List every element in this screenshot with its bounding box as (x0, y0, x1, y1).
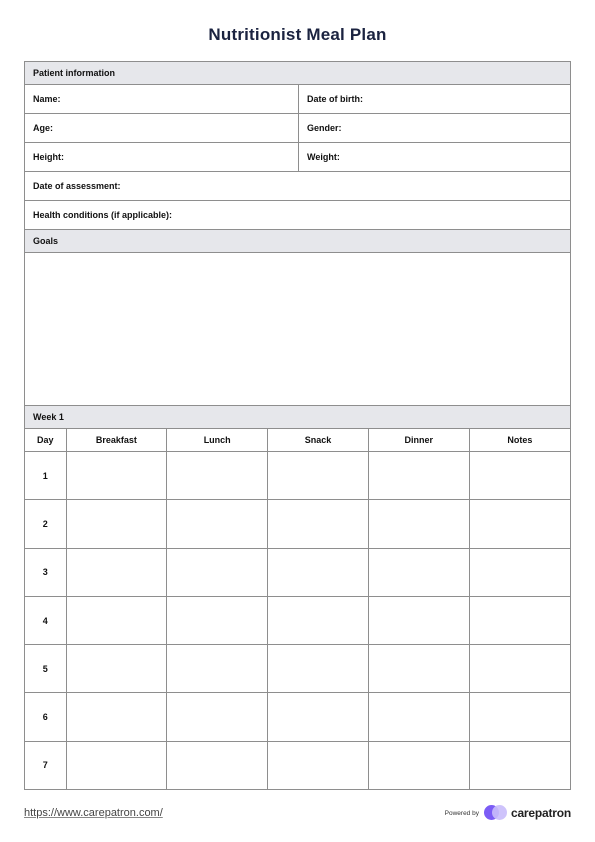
meal-table-wrapper (25, 429, 570, 789)
day-number: 7 (25, 741, 66, 789)
notes-cell[interactable] (469, 693, 570, 741)
goals-header (25, 230, 570, 253)
dinner-cell[interactable] (368, 645, 469, 693)
column-header-day: Day (25, 429, 66, 452)
notes-cell[interactable] (469, 452, 570, 500)
breakfast-cell[interactable] (66, 693, 167, 741)
breakfast-cell[interactable] (66, 741, 167, 789)
day-number: 5 (25, 645, 66, 693)
breakfast-cell[interactable] (66, 500, 167, 548)
day-number: 1 (25, 452, 66, 500)
gender-label: Gender: (307, 123, 342, 133)
footer-url-link[interactable]: https://www.carepatron.com/ (24, 807, 163, 819)
dinner-cell[interactable] (368, 741, 469, 789)
dinner-cell[interactable] (368, 452, 469, 500)
table-row (25, 741, 570, 789)
height-field[interactable] (25, 143, 299, 171)
height-weight-row (25, 143, 570, 172)
snack-cell[interactable] (268, 645, 369, 693)
lunch-cell[interactable] (167, 452, 268, 500)
breakfast-cell[interactable] (66, 645, 167, 693)
dinner-cell[interactable] (368, 548, 469, 596)
health-conditions-field[interactable] (25, 201, 570, 230)
weight-label: Weight: (307, 152, 340, 162)
weight-field[interactable] (299, 143, 570, 171)
dinner-cell[interactable] (368, 693, 469, 741)
age-field[interactable] (25, 114, 299, 142)
column-header-dinner: Dinner (368, 429, 469, 452)
brand-name: carepatron (510, 806, 571, 820)
notes-cell[interactable] (469, 548, 570, 596)
height-label: Height: (33, 152, 64, 162)
snack-cell[interactable] (268, 693, 369, 741)
column-header-snack: Snack (268, 429, 369, 452)
day-number: 4 (25, 596, 66, 644)
age-label: Age: (33, 123, 53, 133)
notes-cell[interactable] (469, 596, 570, 644)
gender-field[interactable] (299, 114, 570, 142)
lunch-cell[interactable] (167, 548, 268, 596)
column-header-lunch: Lunch (167, 429, 268, 452)
patient-info-header (25, 62, 570, 85)
name-field[interactable] (25, 85, 299, 113)
table-row (25, 596, 570, 644)
lunch-cell[interactable] (167, 645, 268, 693)
breakfast-cell[interactable] (66, 548, 167, 596)
assessment-date-field[interactable] (25, 172, 570, 201)
snack-cell[interactable] (268, 596, 369, 644)
dinner-cell[interactable] (368, 596, 469, 644)
meal-plan-form (24, 61, 571, 790)
breakfast-cell[interactable] (66, 596, 167, 644)
snack-cell[interactable] (268, 500, 369, 548)
day-number: 6 (25, 693, 66, 741)
week-header (25, 406, 570, 429)
name-label: Name: (33, 94, 61, 104)
table-row (25, 693, 570, 741)
lunch-cell[interactable] (167, 693, 268, 741)
name-dob-row (25, 85, 570, 114)
goals-text-area[interactable] (25, 253, 570, 406)
health-conditions-label: Health conditions (if applicable): (33, 210, 173, 220)
carepatron-logo-icon (484, 805, 508, 821)
snack-cell[interactable] (268, 741, 369, 789)
lunch-cell[interactable] (167, 500, 268, 548)
assessment-date-label: Date of assessment: (33, 181, 121, 191)
breakfast-cell[interactable] (66, 452, 167, 500)
dinner-cell[interactable] (368, 500, 469, 548)
meal-table-header-row (25, 429, 570, 452)
meal-table (25, 429, 570, 789)
lunch-cell[interactable] (167, 741, 268, 789)
dob-label: Date of birth: (307, 94, 363, 104)
dob-field[interactable] (299, 85, 570, 113)
notes-cell[interactable] (469, 741, 570, 789)
notes-cell[interactable] (469, 645, 570, 693)
powered-by-label: Powered by (444, 809, 479, 817)
lunch-cell[interactable] (167, 596, 268, 644)
week-heading: Week 1 (33, 412, 64, 422)
table-row (25, 452, 570, 500)
age-gender-row (25, 114, 570, 143)
snack-cell[interactable] (268, 452, 369, 500)
page-title: Nutritionist Meal Plan (208, 25, 387, 44)
column-header-notes: Notes (469, 429, 570, 452)
table-row (25, 548, 570, 596)
column-header-breakfast: Breakfast (66, 429, 167, 452)
notes-cell[interactable] (469, 500, 570, 548)
patient-info-heading: Patient information (33, 68, 116, 78)
snack-cell[interactable] (268, 548, 369, 596)
day-number: 3 (25, 548, 66, 596)
powered-by-badge[interactable] (445, 805, 571, 821)
table-row (25, 500, 570, 548)
day-number: 2 (25, 500, 66, 548)
table-row (25, 645, 570, 693)
goals-heading: Goals (33, 236, 59, 246)
